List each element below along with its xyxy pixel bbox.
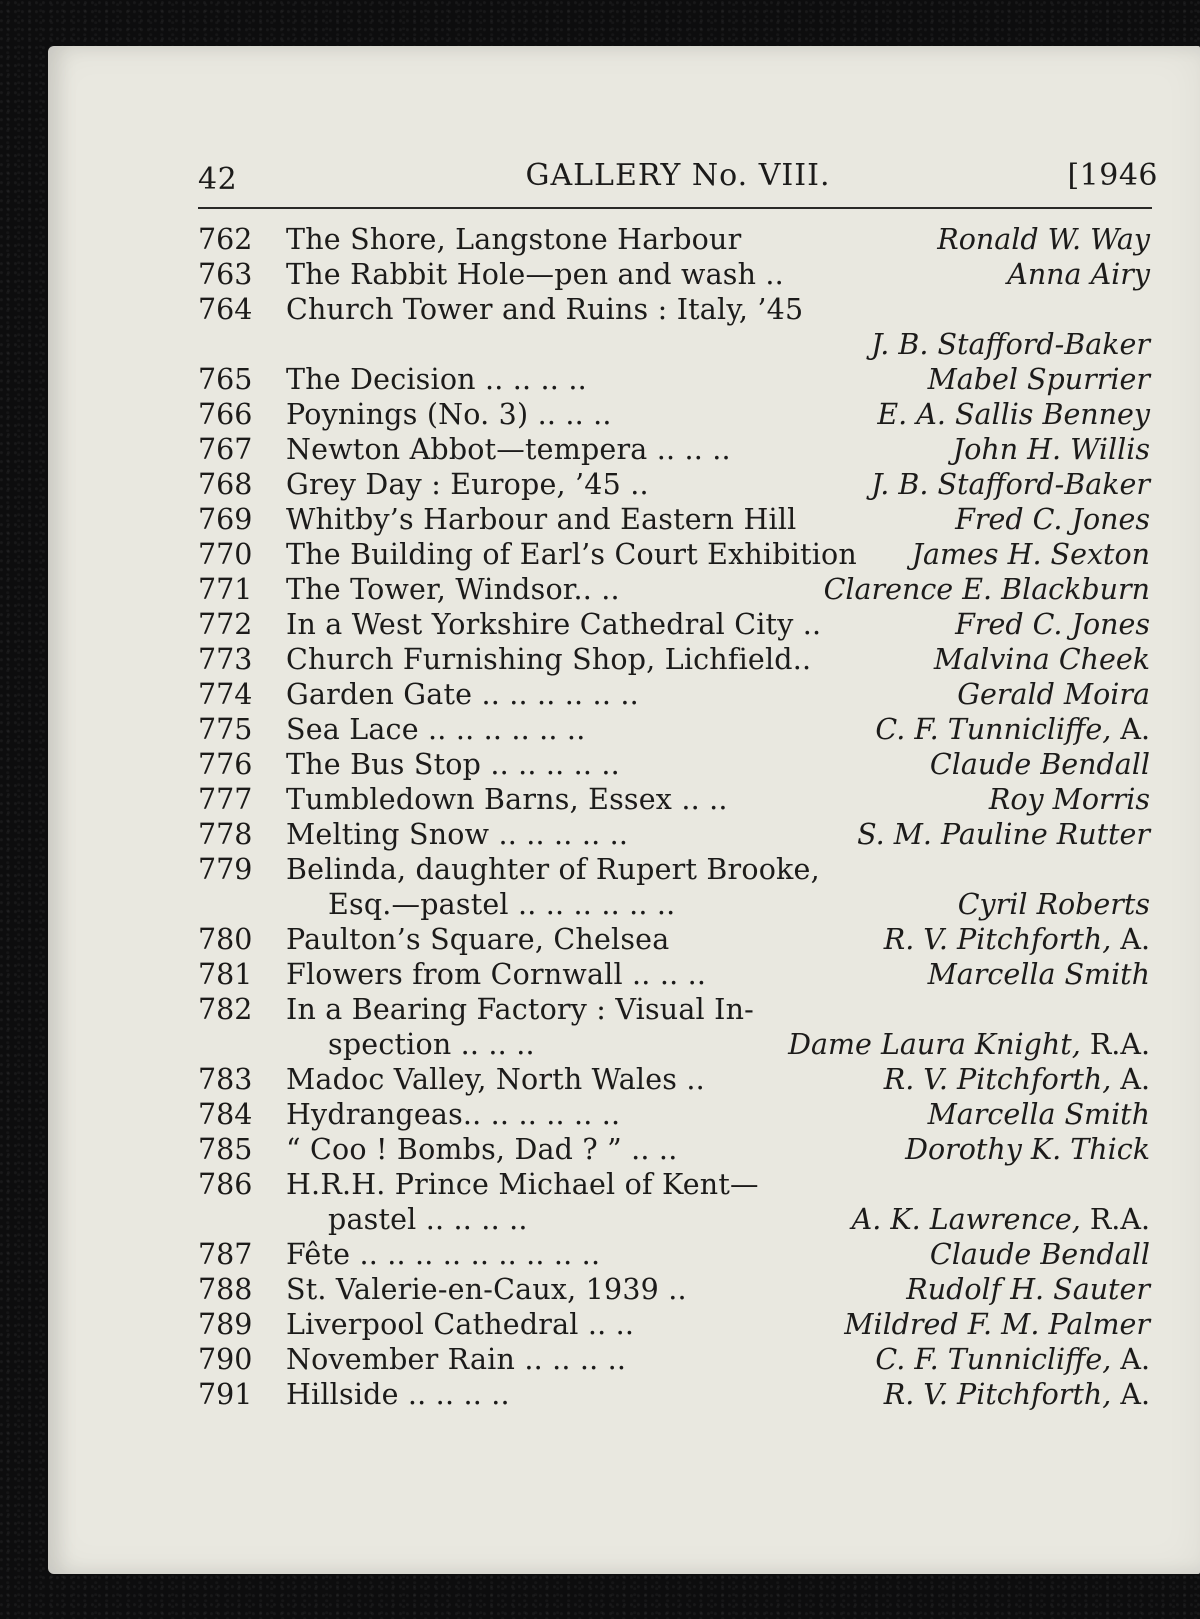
entry-artist — [884, 1377, 1150, 1412]
artist-honour: A. — [1111, 1378, 1150, 1411]
catalogue-entry — [198, 957, 1158, 992]
entry-title: Fête .. .. .. .. .. .. .. .. .. — [286, 1238, 601, 1271]
catalogue-entry — [198, 222, 1158, 257]
entry-artist — [930, 747, 1150, 782]
catalogue-entry — [198, 1062, 1158, 1097]
entry-title: November Rain .. .. .. .. — [286, 1343, 627, 1376]
catalogue-entry — [198, 257, 1158, 292]
entry-number: 779 — [198, 853, 253, 886]
entry-number: 767 — [198, 433, 253, 466]
entry-title: The Bus Stop .. .. .. .. .. — [286, 748, 620, 781]
artist-honour: A. — [1111, 1343, 1150, 1376]
entry-artist — [871, 467, 1150, 502]
entry-number: 784 — [198, 1098, 253, 1131]
entry-number: 778 — [198, 818, 253, 851]
entry-title: The Rabbit Hole—pen and wash .. — [286, 258, 784, 291]
entry-artist — [953, 432, 1150, 467]
artist-name: S. M. Pauline Rutter — [857, 818, 1150, 851]
entry-title: Liverpool Cathedral .. .. — [286, 1308, 635, 1341]
catalogue-entry — [198, 747, 1158, 782]
catalogue-entry — [198, 1237, 1158, 1272]
entry-number: 789 — [198, 1308, 253, 1341]
artist-name: J. B. Stafford-Baker — [871, 328, 1150, 361]
entry-number: 773 — [198, 643, 253, 676]
entry-number: 763 — [198, 258, 253, 291]
entry-title: Esq.—pastel .. .. .. .. .. .. — [328, 888, 676, 921]
artist-name: Mabel Spurrier — [927, 363, 1150, 396]
entry-number: 777 — [198, 783, 253, 816]
artist-honour: A. — [1111, 1063, 1150, 1096]
entry-artist — [930, 1237, 1150, 1272]
entry-artist — [955, 502, 1150, 537]
entry-title: In a West Yorkshire Cathedral City .. — [286, 608, 822, 641]
entry-artist — [905, 1132, 1150, 1167]
entry-title: Flowers from Cornwall .. .. .. — [286, 958, 707, 991]
catalogue-entry — [198, 1272, 1158, 1307]
catalogue-entry — [198, 782, 1158, 817]
artist-name: John H. Willis — [952, 433, 1150, 466]
entry-number: 781 — [198, 958, 253, 991]
entry-number: 764 — [198, 293, 253, 326]
artist-name: Clarence E. Blackburn — [823, 573, 1150, 606]
artist-name: C. F. Tunnicliffe, — [875, 1343, 1112, 1376]
gallery-title: GALLERY No. VIII. — [525, 158, 831, 193]
entry-title: Garden Gate .. .. .. .. .. .. — [286, 678, 639, 711]
entry-title: “ Coo ! Bombs, Dad ? ” .. .. — [286, 1133, 678, 1166]
entry-artist — [989, 782, 1150, 817]
entry-artist — [844, 1307, 1150, 1342]
catalogue-entry — [198, 537, 1158, 572]
entry-artist — [928, 1097, 1150, 1132]
catalogue-entry — [198, 362, 1158, 397]
catalogue-entry — [198, 1307, 1158, 1342]
entry-artist — [958, 887, 1150, 922]
entry-title: spection .. .. .. — [328, 1028, 535, 1061]
entry-number: 774 — [198, 678, 253, 711]
entry-number: 786 — [198, 1168, 253, 1201]
artist-name: Claude Bendall — [929, 748, 1150, 781]
artist-name: Dame Laura Knight, — [788, 1028, 1081, 1061]
artist-name: A. K. Lawrence, — [851, 1203, 1081, 1236]
entry-artist — [928, 957, 1150, 992]
entry-artist — [912, 537, 1150, 572]
catalogue-entry — [198, 1097, 1158, 1132]
entry-number: 791 — [198, 1378, 253, 1411]
entry-number: 782 — [198, 993, 253, 1026]
artist-name: E. A. Sallis Benney — [877, 398, 1150, 431]
entry-title: In a Bearing Factory : Visual In- — [286, 993, 754, 1026]
catalogue-entry — [198, 1377, 1158, 1412]
entry-artist — [852, 1202, 1150, 1237]
catalogue-entry — [198, 607, 1158, 642]
artist-name: R. V. Pitchforth, — [883, 1063, 1112, 1096]
artist-name: Roy Morris — [988, 783, 1150, 816]
artist-name: Marcella Smith — [927, 958, 1150, 991]
artist-name: R. V. Pitchforth, — [883, 1378, 1112, 1411]
entry-artist — [934, 642, 1150, 677]
catalogue-entry — [198, 922, 1158, 957]
entry-artist — [877, 397, 1150, 432]
catalogue-entry — [198, 1342, 1158, 1377]
artist-name: Malvina Cheek — [933, 643, 1150, 676]
artist-name: Cyril Roberts — [957, 888, 1150, 921]
entry-title: The Building of Earl’s Court Exhibition — [286, 538, 857, 571]
entry-title: Tumbledown Barns, Essex .. .. — [286, 783, 728, 816]
artist-honour: R.A. — [1080, 1203, 1150, 1236]
entry-number: 765 — [198, 363, 253, 396]
catalogue-entry — [198, 1027, 1158, 1062]
entry-number: 770 — [198, 538, 253, 571]
entry-title: St. Valerie-en-Caux, 1939 .. — [286, 1273, 687, 1306]
entry-title: H.R.H. Prince Michael of Kent— — [286, 1168, 759, 1201]
artist-name: Fred C. Jones — [955, 503, 1150, 536]
entry-title: Newton Abbot—tempera .. .. .. — [286, 433, 731, 466]
entry-number: 771 — [198, 573, 253, 606]
artist-name: James H. Sexton — [911, 538, 1150, 571]
catalogue-entry — [198, 1132, 1158, 1167]
entry-title: Paulton’s Square, Chelsea — [286, 923, 670, 956]
year-label: [1946 — [1067, 158, 1158, 193]
entry-artist — [884, 922, 1150, 957]
catalogue-entry — [198, 817, 1158, 852]
entry-title: Church Tower and Ruins : Italy, ’45 — [286, 293, 804, 326]
page-number: 42 — [198, 162, 238, 197]
entry-title: Hillside .. .. .. .. — [286, 1378, 510, 1411]
entry-artist — [871, 327, 1150, 362]
catalogue-entry — [198, 502, 1158, 537]
artist-name: Mildred F. M. Palmer — [844, 1308, 1150, 1341]
entry-artist — [1007, 257, 1150, 292]
artist-name: Gerald Moira — [957, 678, 1150, 711]
artist-honour: A. — [1111, 713, 1150, 746]
catalogue-entry — [198, 467, 1158, 502]
entry-number: 769 — [198, 503, 253, 536]
entry-title: The Decision .. .. .. .. — [286, 363, 587, 396]
artist-name: R. V. Pitchforth, — [883, 923, 1112, 956]
entry-number: 780 — [198, 923, 253, 956]
entry-artist — [955, 607, 1150, 642]
entry-number: 785 — [198, 1133, 253, 1166]
entry-title: The Tower, Windsor.. .. — [286, 573, 620, 606]
entry-title: Belinda, daughter of Rupert Brooke, — [286, 853, 820, 886]
entry-number: 788 — [198, 1273, 253, 1306]
entry-title: Church Furnishing Shop, Lichfield.. — [286, 643, 812, 676]
entry-title: Sea Lace .. .. .. .. .. .. — [286, 713, 586, 746]
entry-artist — [937, 222, 1150, 257]
entry-artist — [875, 1342, 1150, 1377]
entry-number: 772 — [198, 608, 253, 641]
entry-artist — [884, 1062, 1150, 1097]
entry-number: 766 — [198, 398, 253, 431]
entry-number: 768 — [198, 468, 253, 501]
entry-number: 762 — [198, 223, 253, 256]
entry-artist — [906, 1272, 1150, 1307]
entry-number: 783 — [198, 1063, 253, 1096]
entry-title: The Shore, Langstone Harbour — [286, 223, 742, 256]
artist-name: Claude Bendall — [929, 1238, 1150, 1271]
entry-artist — [788, 1027, 1150, 1062]
entry-artist — [928, 362, 1150, 397]
catalogue-entry — [198, 852, 1158, 887]
catalogue-entry — [198, 292, 1158, 327]
catalogue-entry — [198, 397, 1158, 432]
catalogue-entry — [198, 887, 1158, 922]
artist-honour: A. — [1111, 923, 1150, 956]
catalogue-entry — [198, 432, 1158, 467]
entry-title: Madoc Valley, North Wales .. — [286, 1063, 705, 1096]
catalogue-entry — [198, 642, 1158, 677]
catalogue-entry — [198, 327, 1158, 362]
artist-name: Ronald W. Way — [937, 223, 1150, 256]
entry-title: Poynings (No. 3) .. .. .. — [286, 398, 612, 431]
catalogue-entry — [198, 1202, 1158, 1237]
catalogue-entry — [198, 572, 1158, 607]
entry-title: Melting Snow .. .. .. .. .. — [286, 818, 629, 851]
artist-name: Fred C. Jones — [955, 608, 1150, 641]
entry-artist — [824, 572, 1150, 607]
artist-honour: R.A. — [1080, 1028, 1150, 1061]
artist-name: C. F. Tunnicliffe, — [875, 713, 1112, 746]
artist-name: J. B. Stafford-Baker — [871, 468, 1150, 501]
catalogue-entries — [198, 222, 1158, 1412]
entry-title: Hydrangeas.. .. .. .. .. .. — [286, 1098, 621, 1131]
page-header — [198, 154, 1158, 198]
entry-artist — [875, 712, 1150, 747]
entry-number: 775 — [198, 713, 253, 746]
artist-name: Marcella Smith — [927, 1098, 1150, 1131]
artist-name: Dorothy K. Thick — [905, 1133, 1150, 1166]
header-rule — [198, 207, 1152, 209]
entry-artist — [957, 677, 1150, 712]
entry-artist — [857, 817, 1150, 852]
catalogue-entry — [198, 992, 1158, 1027]
entry-number: 790 — [198, 1343, 253, 1376]
entry-title: pastel .. .. .. .. — [328, 1203, 528, 1236]
catalogue-entry — [198, 677, 1158, 712]
catalogue-entry — [198, 712, 1158, 747]
entry-title: Whitby’s Harbour and Eastern Hill — [286, 503, 797, 536]
artist-name: Anna Airy — [1007, 258, 1150, 291]
entry-number: 787 — [198, 1238, 253, 1271]
entry-number: 776 — [198, 748, 253, 781]
entry-title: Grey Day : Europe, ’45 .. — [286, 468, 649, 501]
artist-name: Rudolf H. Sauter — [906, 1273, 1150, 1306]
catalogue-entry — [198, 1167, 1158, 1202]
